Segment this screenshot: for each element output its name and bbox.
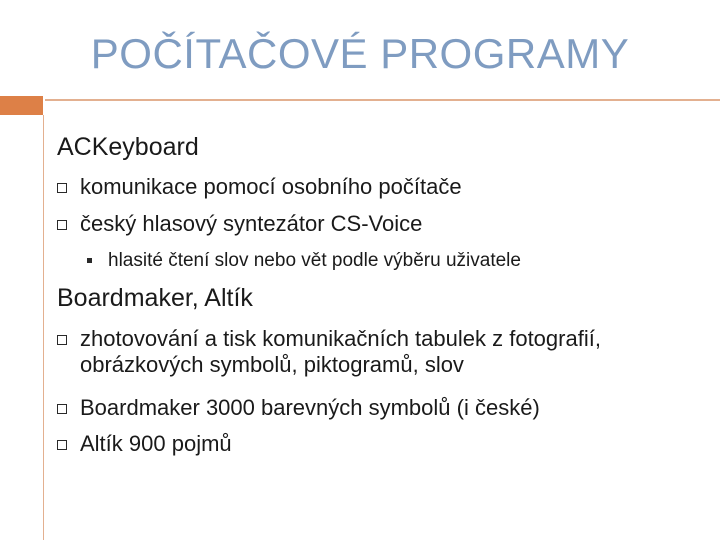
sub-bullet-text: hlasité čtení slov nebo vět podle výběru uživatele [108,250,521,271]
bullet-item [57,174,680,200]
bullet-text: komunikace pomocí osobního počítače [80,174,462,199]
bullet-item [57,326,680,378]
bullet-item [57,211,680,237]
slide-title: POČÍTAČOVÉ PROGRAMY [90,30,630,77]
bullet-square-icon [57,440,67,450]
bullet-text: Altík 900 pojmů [80,431,232,456]
bullet-square-icon [57,404,67,414]
bullet-text: zhotovování a tisk komunikačních tabulek z fotografií, obrázkových symbolů, piktogramů, slov [80,326,601,377]
bullet-square-icon [57,335,67,345]
left-divider [43,115,44,540]
sub-bullet-icon [87,258,92,263]
bullet-square-icon [57,183,67,193]
bullet-square-icon [57,220,67,230]
bullet-item [57,431,680,457]
sub-bullet-item [87,250,521,272]
bullet-text: český hlasový syntezátor CS-Voice [80,211,423,236]
section-heading-boardmaker: Boardmaker, Altík [57,284,253,312]
accent-block [0,96,43,115]
bullet-text: Boardmaker 3000 barevných symbolů (i české) [80,395,540,420]
bullet-item [57,395,680,421]
section-heading-ackeyboard: ACKeyboard [57,133,199,161]
title-rule [45,99,720,101]
